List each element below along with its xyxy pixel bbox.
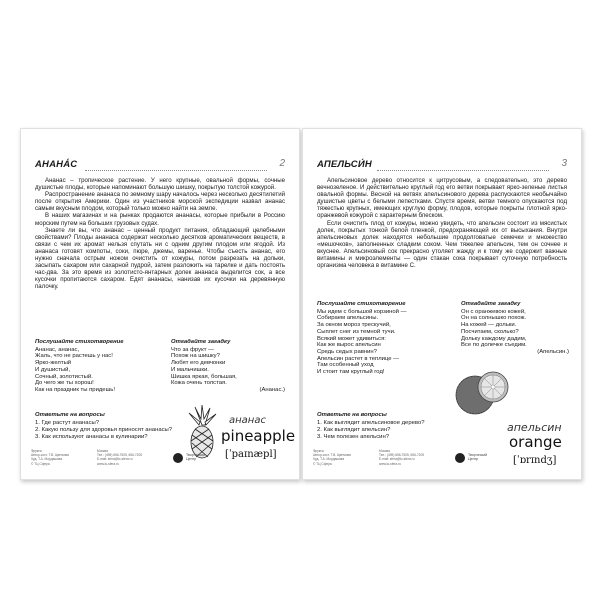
poem-line: До чего же ты хорош! xyxy=(35,380,94,387)
article-text xyxy=(317,177,567,269)
poem-riddle-section xyxy=(35,339,285,409)
footer-line: Фрукты xyxy=(313,449,324,453)
poem-line: Всякий может удивиться: xyxy=(317,335,386,342)
footer-line: Москва xyxy=(97,449,108,453)
question: 1. Где растут ананасы? xyxy=(35,420,100,426)
riddle-line: На кожей — дольки. xyxy=(461,322,517,329)
riddle-line: Дольку каждому дадим, xyxy=(461,335,527,342)
word-russian: апельсин xyxy=(507,421,562,434)
page-number: 3 xyxy=(561,158,567,169)
header-dotted-line xyxy=(85,170,267,171)
card-title: АПЕЛЬСИ́Н xyxy=(317,159,372,170)
word-transcription: [ˈɒrɪndʒ] xyxy=(513,455,557,466)
footer-line: © ТЦ Сфера xyxy=(31,461,50,466)
question: 1. Как выглядит апельсиновое дерево? xyxy=(317,420,425,426)
paragraph: Знаете ли вы, что ананас – ценный продукт питания, обладающий целебными свойствами? Плоды ананаса содержат несколько десятков ароматических веществ, в связи с чем их аромат нельзя спутать ни с одним другим плодом или ягодой. Из ананаса готовят компоты, соки, пюре, джемы, варенье. Чтобы съесть ананас, его нужно сначала острым ножом очистить от кожуры, потом разрезать на дольки, засыпать сахаром или сахарной пудрой, затем разложить на тарелке и дать постоять час-два. За это время из золотисто-янтарных долек ананаса выделится сок, а все кусочки пропитаются сахаром. Едят ананасы, нанизав их кусочки на деревянную палочку. xyxy=(35,226,285,291)
logo-line: Творческий xyxy=(468,453,488,457)
riddle-line: Любят его девчонки xyxy=(171,360,226,367)
publisher-name xyxy=(186,453,205,461)
poem-line: И стоит там круглый год! xyxy=(317,369,385,376)
poem-block xyxy=(317,301,437,376)
riddle-line: Посчитаем, сколько? xyxy=(461,328,519,335)
poem-line: Сыплет снег из темной тучи. xyxy=(317,328,396,335)
paragraph: В наших магазинах и на рынках продаются ананасы, которые прибыли в Россию морским путем на больших грузовых судах. xyxy=(35,212,285,227)
poem-block xyxy=(35,339,155,394)
riddle-line: Кожа очень толстая. xyxy=(171,380,227,387)
footer-line: Автор-сост. Т.В. Цветкова xyxy=(31,453,69,458)
footer-line: Худ. Т.А. Мордашова xyxy=(313,457,345,462)
questions-list xyxy=(317,420,425,440)
logo-line: Центр xyxy=(186,457,197,462)
riddle-answer: (Апельсин.) xyxy=(537,348,569,355)
questions-heading: Ответьте на вопросы xyxy=(317,412,387,418)
word-english: pineapple xyxy=(221,427,296,445)
card-title: АНАНА́С xyxy=(35,159,78,170)
paragraph: Если очистить плод от кожуры, можно увидеть, что апельсин состоит из мясистых долек, покрытых тонкой белой пленкой, предохраняющей их от высыхания. Внутри апельсиновых долек находятся небольшие продолговатые семечки и множество «мешочков», заполненных сладким соком. Чем тяжелее апельсин, тем он сочнее и вкуснее. Апельсиновый сок прекрасно утоляет жажду и к тому же содержит важные витамины и микроэлементы — один стакан сока покрывает суточную потребность организма человека в витамине С. xyxy=(317,219,567,270)
riddle-line: Похож на шишку? xyxy=(171,353,220,360)
card-orange xyxy=(302,128,582,480)
publisher-logo-icon xyxy=(455,453,465,463)
poem-line: Жаль, что не растешь у нас! xyxy=(35,353,113,360)
poem-line: Мы идем с большой корзиной — xyxy=(317,308,407,315)
paragraph: Апельсиновое дерево относится к цитрусовым, а следовательно, это дерево вечнозеленое. И действительно круглый год его ветви покрывает ярко-зеленые листья овальной формы. Весной на ветвях апельсинового дерева распускаются необычайно душистые цветы с белыми лепестками. Спустя время, ветви темного опускаются под тяжестью крупных, имеющих круглую форму, плодов, которые покрыты плотной ярко-оранжевой кожурой с характерным блеском. xyxy=(317,177,567,220)
question: 3. Чем полезен апельсин? xyxy=(317,433,389,440)
poem-line: За окном мороз трескучий, xyxy=(317,322,391,329)
card-header xyxy=(317,159,567,173)
logo-line: Центр xyxy=(468,457,479,462)
word-transcription: [ˈpaɪnæpl] xyxy=(225,449,277,460)
poem-line: Ананас, ананас, xyxy=(35,346,80,353)
card-footer xyxy=(313,449,571,471)
poem-line: Сочный, золотистый. xyxy=(35,373,93,380)
riddle-line: Он с оранжевою кожей, xyxy=(461,308,526,315)
card-header xyxy=(35,159,285,173)
card-footer xyxy=(31,449,289,471)
footer-contacts xyxy=(379,449,439,466)
question: 2. Как выглядит апельсин? xyxy=(317,426,391,433)
footer-credits xyxy=(31,449,91,466)
poem-line: Там особенный уход xyxy=(317,362,374,369)
poem-line: Собираем апельсины. xyxy=(317,315,379,322)
poem-line: Как на праздник ты придешь! xyxy=(35,386,115,393)
question: 2. Какую пользу для здоровья приносят ананасы? xyxy=(35,426,173,433)
page-number: 2 xyxy=(279,158,285,169)
riddle-heading: Отгадайте загадку xyxy=(171,339,231,345)
publisher-name xyxy=(468,453,487,461)
footer-line: © ТЦ Сфера xyxy=(313,461,332,466)
poem-heading: Послушайте стихотворение xyxy=(317,301,406,307)
poem-riddle-section xyxy=(317,301,567,401)
questions-list xyxy=(35,420,172,440)
poem-heading: Послушайте стихотворение xyxy=(35,339,124,345)
footer-line: Тел.: (495) 656-7505, 656-7205 xyxy=(379,453,424,458)
footer-line: Автор-сост. Т.В. Цветкова xyxy=(313,453,351,458)
footer-line: www.tc-sfera.ru xyxy=(379,461,401,466)
footer-line: E-mail: sfera@tc-sfera.ru xyxy=(97,457,133,462)
riddle-line: Все по долечке съедим. xyxy=(461,342,527,349)
article-text xyxy=(35,177,285,291)
riddle-heading: Отгадайте загадку xyxy=(461,301,521,307)
footer-line: Худ. Т.А. Мордашова xyxy=(31,457,63,462)
poem-line: Как же вырос апельсин xyxy=(317,342,381,349)
footer-credits xyxy=(313,449,373,466)
footer-line: E-mail: sfera@tc-sfera.ru xyxy=(379,457,415,462)
word-russian: ананас xyxy=(229,415,266,426)
card-pineapple xyxy=(20,128,300,480)
logo-line: Творческий xyxy=(186,453,206,457)
publisher-logo-icon xyxy=(173,453,183,463)
question: 3. Как используют ананасы в кулинарии? xyxy=(35,433,148,440)
riddle-line: Что за фрукт — xyxy=(171,346,214,353)
questions-heading: Ответьте на вопросы xyxy=(35,412,105,418)
footer-line: Москва xyxy=(379,449,390,453)
paragraph: Ананас – тропическое растение. У него крупные, овальной формы, сочные душистые плоды, которые напоминают большую шишку, покрытую толстой кожурой. xyxy=(35,177,285,192)
riddle-line: Он на солнышко похож. xyxy=(461,315,527,322)
riddle-block xyxy=(461,301,569,356)
footer-line: Фрукты xyxy=(31,449,42,453)
header-dotted-line xyxy=(377,170,549,171)
poem-line: И душистый, xyxy=(35,366,71,373)
word-english: orange xyxy=(509,433,562,451)
footer-contacts xyxy=(97,449,157,466)
poem-line: Ярко-желтый xyxy=(35,360,72,367)
poem-line: Средь седых равнин? xyxy=(317,348,377,355)
riddle-block xyxy=(171,339,285,394)
footer-line: Тел.: (495) 656-7505, 656-7205 xyxy=(97,453,142,458)
paragraph: Распространение ананаса по земному шару началось через несколько десятилетий после открытия Америки. Один из участников морской экспедиции назвал ананас самым вкусным плодом, который только можно найти на земле. xyxy=(35,191,285,213)
footer-line: www.tc-sfera.ru xyxy=(97,461,119,466)
riddle-line: И мальчишки. xyxy=(171,366,209,373)
orange-illustration xyxy=(453,361,511,419)
poem-line: Апельсин растет в теплице — xyxy=(317,355,400,362)
riddle-answer: (Ананас.) xyxy=(259,386,285,393)
riddle-line: Шишка яркая, большая, xyxy=(171,373,237,380)
